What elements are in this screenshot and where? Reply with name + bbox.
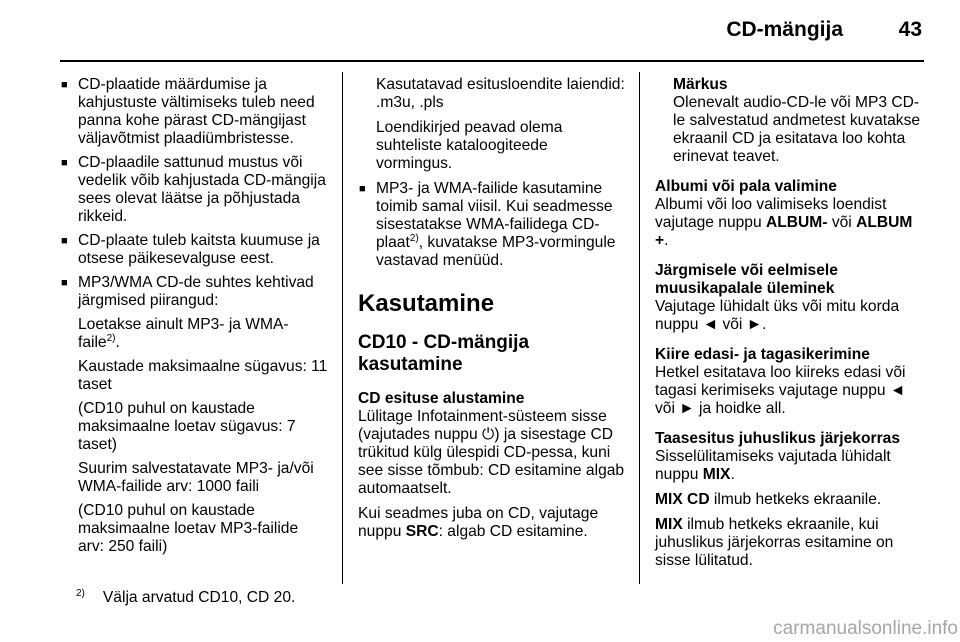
topic-heading: Kiire edasi- ja tagasikerimine — [655, 346, 870, 363]
key-label: ALBUM- — [765, 214, 828, 231]
text: . — [730, 466, 735, 483]
section-random-play — [655, 430, 925, 570]
footnote — [76, 589, 295, 607]
bullet-text: ■ MP3/WMA CD-de suhtes kehtivad järgmised piirangud: — [78, 274, 314, 309]
column-2 — [358, 76, 628, 548]
paragraph: (CD10 puhul on kaustade maksimaalne loetav sügavus: 7 taset) — [78, 400, 296, 453]
bullet-item: ■ CD-plaadile sattunud mustus või vedelik võib kahjustada CD-mängija sees olevat läätse ja põhjustada rikkeid. — [60, 154, 328, 226]
text: Loetakse ainult MP3- ja WMA-faile — [78, 316, 289, 351]
bullet-item — [358, 180, 628, 270]
paragraph — [358, 505, 628, 541]
bullet-item: ■ CD-plaatide määrdumise ja kahjustuste vältimiseks tuleb need panna kohe pärast CD-mängijast väljavõtmist plaadiümbristesse. — [60, 76, 328, 148]
text: Vajutage lühidalt üks või mitu korda nuppu ◄ või ►. — [655, 298, 900, 333]
bullet-item: ■ CD-plaate tuleb kaitsta kuumuse ja otsese päikesevalguse eest. — [60, 232, 328, 268]
paragraph: (CD10 puhul on kaustade maksimaalne loetav MP3-failide arv: 250 faili) — [78, 502, 299, 555]
indented-block — [358, 76, 628, 173]
text: Hetkel esitatava loo kiireks edasi või tagasi kerimiseks vajutage nuppu ◄ või ► ja hoidke all. — [655, 364, 906, 417]
column-divider-1 — [342, 72, 343, 584]
topic-heading: Albumi või pala valimine — [655, 178, 837, 195]
text: ) ja sisestage CD trükitud külg ülespidi CD-pessa, kuni see sisse tõmbub: CD esitamine algab automaatselt. — [358, 426, 625, 497]
text: või — [827, 214, 857, 231]
paragraph — [655, 491, 925, 509]
paragraph: Loendikirjed peavad olema suhteliste kataloogiteede vormingus. — [376, 119, 563, 172]
bullet-item-mp3-limits — [60, 274, 328, 556]
note-block — [655, 76, 925, 166]
page-title: CD-mängija — [726, 18, 843, 41]
footnote-ref: 2) — [409, 232, 419, 244]
text: : algab CD esitamine. — [438, 523, 588, 540]
section-album-select — [655, 178, 925, 250]
section-track-skip — [655, 262, 925, 334]
paragraph — [655, 448, 925, 484]
section-heading: Kasutamine — [358, 290, 495, 317]
power-icon: ⏻ — [481, 426, 495, 443]
text: Sisselülitamiseks vajutada lühidalt nuppu — [655, 448, 891, 483]
page-number: 43 — [898, 18, 922, 41]
paragraph — [78, 316, 328, 352]
text: MP3- ja WMA-failide kasutamine toimib samal viisil. Kui seadmesse sisestatakse WMA-failidega CD-plaat — [376, 180, 613, 251]
text: Kui seadmes juba on CD, vajutage nuppu — [358, 505, 599, 540]
column-1 — [60, 76, 328, 562]
footnote-text: Välja arvatud CD10, CD 20. — [102, 589, 296, 606]
topic-heading: CD esituse alustamine — [358, 390, 525, 407]
text: ilmub hetkeks ekraanile. — [709, 491, 882, 508]
paragraph: Kaustade maksimaalne sügavus: 11 taset — [78, 358, 328, 393]
key-label: ALBUM + — [655, 214, 913, 249]
key-label: SRC — [405, 523, 439, 540]
text: . — [664, 232, 669, 249]
paragraph — [655, 516, 925, 570]
note-title: Märkus — [673, 76, 728, 93]
watermark: carmanualsonline.info — [773, 618, 958, 639]
paragraph: Kasutatavad esitusloendite laiendid: .m3u, .pls — [376, 76, 625, 111]
column-divider-2 — [639, 72, 640, 584]
text: . — [115, 334, 120, 351]
text: ilmub hetkeks ekraanile, kui juhuslikus järjekorras esitamine on sisse lülitatud. — [655, 516, 894, 569]
key-label: MIX — [702, 466, 731, 483]
text: Lülitage Infotainment-süsteem sisse (vajutades nuppu — [358, 408, 607, 443]
text: , kuvatakse MP3-vormingule vastavad menüüd. — [376, 234, 616, 269]
column-3 — [655, 76, 925, 577]
paragraph — [358, 408, 628, 498]
topic-heading: Taasesitus juhuslikus järjekorras — [655, 430, 900, 447]
subsection-heading: CD10 - CD-mängija kasutamine — [358, 332, 530, 375]
footnote-mark: 2) — [76, 587, 85, 599]
footnote-ref: 2) — [106, 332, 116, 344]
note-text: Olenevalt audio-CD-le või MP3 CD-le salvestatud andmetest kuvatakse ekraanil CD ja esitatava loo kohta erinevat teavet. — [673, 94, 921, 165]
key-label: MIX CD — [655, 491, 710, 508]
key-label: MIX — [655, 516, 683, 533]
section-fast-forward — [655, 346, 925, 418]
header-rule — [60, 60, 924, 62]
topic-heading: Järgmisele või eelmisele muusikapalale üleminek — [655, 262, 838, 297]
paragraph: Suurim salvestatavate MP3- ja/või WMA-failide arv: 1000 faili — [78, 460, 314, 495]
text: Albumi või loo valimiseks loendist vajutage nuppu — [655, 196, 887, 231]
